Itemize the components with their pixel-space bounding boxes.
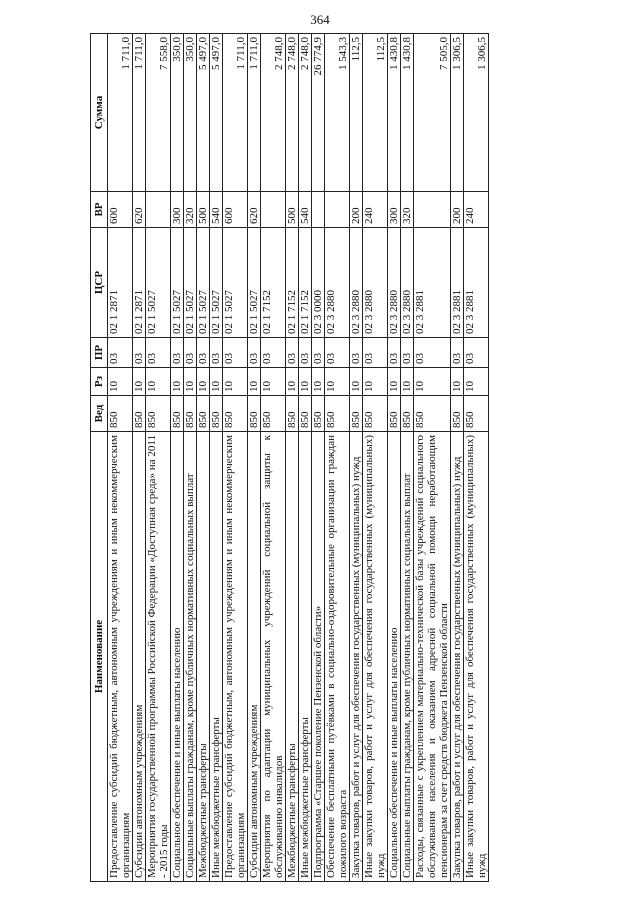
row-name-cell: Закупка товаров, работ и услуг для обеспечения государственных (муниципальных) нужд bbox=[350, 432, 363, 882]
row-sum-cell: 1 711,0 bbox=[133, 34, 146, 192]
row-name-cell: Предоставление субсидий бюджетным, автономным учреждениям и иным некоммерческим организациям bbox=[108, 432, 133, 882]
row-ved-cell: 850 bbox=[210, 396, 223, 432]
row-vr-cell: 320 bbox=[184, 192, 197, 228]
row-rz-cell: 10 bbox=[223, 368, 248, 396]
row-csr-cell: 02 3 2880 bbox=[363, 228, 388, 338]
table-row bbox=[286, 34, 299, 882]
row-csr-cell: 02 3 0000 bbox=[312, 228, 325, 338]
row-vr-cell: 540 bbox=[299, 192, 312, 228]
table-row bbox=[248, 34, 261, 882]
row-pr-cell: 03 bbox=[286, 338, 299, 368]
row-sum-cell: 1 306,5 bbox=[464, 34, 489, 192]
table-row bbox=[401, 34, 414, 882]
row-pr-cell: 03 bbox=[451, 338, 464, 368]
header-rz: Рз bbox=[91, 368, 108, 396]
row-rz-cell: 10 bbox=[171, 368, 184, 396]
row-csr-cell: 02 1 5027 bbox=[210, 228, 223, 338]
row-ved-cell: 850 bbox=[464, 396, 489, 432]
row-csr-cell: 02 1 5027 bbox=[248, 228, 261, 338]
row-name-cell: Субсидии автономным учреждениям bbox=[248, 432, 261, 882]
row-csr-cell: 02 3 2880 bbox=[388, 228, 401, 338]
table-row bbox=[184, 34, 197, 882]
row-rz-cell: 10 bbox=[464, 368, 489, 396]
row-vr-cell: 500 bbox=[197, 192, 210, 228]
budget-table bbox=[90, 33, 489, 882]
row-csr-cell: 02 3 2881 bbox=[451, 228, 464, 338]
row-name-cell: Расходы, связанные с укреплением материально-технической базы учреждений социального обслуживания населения и оказанием адресной социальной помощи неработающим пенсионерам за счет средств бюджета Пензенской области bbox=[414, 432, 451, 882]
row-name-cell: Социальное обеспечение и иные выплаты населению bbox=[171, 432, 184, 882]
header-csr: ЦСР bbox=[91, 228, 108, 338]
row-ved-cell: 850 bbox=[388, 396, 401, 432]
row-ved-cell: 850 bbox=[451, 396, 464, 432]
row-vr-cell bbox=[261, 192, 286, 228]
row-ved-cell: 850 bbox=[223, 396, 248, 432]
row-ved-cell: 850 bbox=[171, 396, 184, 432]
row-name-cell: Межбюджетные трансферты bbox=[197, 432, 210, 882]
table-row bbox=[299, 34, 312, 882]
table-row bbox=[325, 34, 350, 882]
row-vr-cell: 200 bbox=[451, 192, 464, 228]
table-body bbox=[108, 34, 489, 882]
row-csr-cell: 02 1 5027 bbox=[171, 228, 184, 338]
row-name-cell: Мероприятия государственной программы Российской Федерации «Доступная среда» на 2011 - 2015 годы bbox=[146, 432, 171, 882]
row-csr-cell: 02 1 7152 bbox=[261, 228, 286, 338]
row-sum-cell: 7 505,0 bbox=[414, 34, 451, 192]
row-rz-cell: 10 bbox=[350, 368, 363, 396]
row-name-cell: Социальные выплаты гражданам, кроме публичных нормативных социальных выплат bbox=[184, 432, 197, 882]
row-name-cell: Иные межбюджетные трансферты bbox=[210, 432, 223, 882]
row-rz-cell: 10 bbox=[210, 368, 223, 396]
row-pr-cell: 03 bbox=[401, 338, 414, 368]
row-name-cell: Мероприятия по адаптации муниципальных учреждений социальной защиты к обслуживанию инвалидов bbox=[261, 432, 286, 882]
row-csr-cell: 02 1 7152 bbox=[299, 228, 312, 338]
row-rz-cell: 10 bbox=[108, 368, 133, 396]
row-ved-cell: 850 bbox=[299, 396, 312, 432]
table-row bbox=[261, 34, 286, 882]
row-name-cell: Межбюджетные трансферты bbox=[286, 432, 299, 882]
header-sum: Сумма bbox=[91, 34, 108, 192]
table-row bbox=[133, 34, 146, 882]
row-ved-cell: 850 bbox=[261, 396, 286, 432]
row-name-cell: Обеспечение бесплатными путёвками в социально-оздоровительные организации граждан пожилого возраста bbox=[325, 432, 350, 882]
row-rz-cell: 10 bbox=[401, 368, 414, 396]
header-pr: ПР bbox=[91, 338, 108, 368]
row-pr-cell: 03 bbox=[171, 338, 184, 368]
row-rz-cell: 10 bbox=[325, 368, 350, 396]
header-name: Наименование bbox=[91, 432, 108, 882]
row-sum-cell: 1 430,8 bbox=[401, 34, 414, 192]
row-ved-cell: 850 bbox=[146, 396, 171, 432]
row-sum-cell: 2 748,0 bbox=[299, 34, 312, 192]
header-vr: ВР bbox=[91, 192, 108, 228]
table-row bbox=[312, 34, 325, 882]
row-ved-cell: 850 bbox=[286, 396, 299, 432]
row-rz-cell: 10 bbox=[248, 368, 261, 396]
row-vr-cell bbox=[312, 192, 325, 228]
table-header-row bbox=[91, 34, 108, 882]
row-pr-cell: 03 bbox=[197, 338, 210, 368]
row-name-cell: Иные межбюджетные трансферты bbox=[299, 432, 312, 882]
row-name-cell: Подпрограмма «Старшее поколение Пензенской области» bbox=[312, 432, 325, 882]
row-pr-cell: 03 bbox=[312, 338, 325, 368]
row-rz-cell: 10 bbox=[197, 368, 210, 396]
row-csr-cell: 02 1 5027 bbox=[184, 228, 197, 338]
row-rz-cell: 10 bbox=[184, 368, 197, 396]
row-vr-cell bbox=[414, 192, 451, 228]
row-ved-cell: 850 bbox=[325, 396, 350, 432]
row-sum-cell: 5 497,0 bbox=[197, 34, 210, 192]
table-row bbox=[171, 34, 184, 882]
row-ved-cell: 850 bbox=[108, 396, 133, 432]
row-vr-cell: 240 bbox=[363, 192, 388, 228]
row-sum-cell: 1 543,3 bbox=[325, 34, 350, 192]
row-pr-cell: 03 bbox=[350, 338, 363, 368]
budget-table-sheet bbox=[90, 34, 542, 882]
row-vr-cell bbox=[325, 192, 350, 228]
row-ved-cell: 850 bbox=[350, 396, 363, 432]
row-csr-cell: 02 1 5027 bbox=[197, 228, 210, 338]
row-csr-cell: 02 1 2871 bbox=[108, 228, 133, 338]
page-number: 364 bbox=[310, 12, 330, 27]
row-rz-cell: 10 bbox=[261, 368, 286, 396]
row-pr-cell: 03 bbox=[223, 338, 248, 368]
row-csr-cell: 02 1 5027 bbox=[223, 228, 248, 338]
row-vr-cell: 600 bbox=[223, 192, 248, 228]
row-vr-cell: 300 bbox=[388, 192, 401, 228]
row-pr-cell: 03 bbox=[184, 338, 197, 368]
table-row bbox=[350, 34, 363, 882]
table-row bbox=[414, 34, 451, 882]
row-sum-cell: 7 558,0 bbox=[146, 34, 171, 192]
row-pr-cell: 03 bbox=[464, 338, 489, 368]
row-ved-cell: 850 bbox=[401, 396, 414, 432]
row-sum-cell: 112,5 bbox=[363, 34, 388, 192]
row-sum-cell: 2 748,0 bbox=[261, 34, 286, 192]
row-sum-cell: 1 711,0 bbox=[108, 34, 133, 192]
table-row bbox=[363, 34, 388, 882]
row-csr-cell: 02 3 2880 bbox=[325, 228, 350, 338]
row-vr-cell: 200 bbox=[350, 192, 363, 228]
header-ved: Вед bbox=[91, 396, 108, 432]
table-row bbox=[210, 34, 223, 882]
row-pr-cell: 03 bbox=[363, 338, 388, 368]
row-vr-cell bbox=[146, 192, 171, 228]
row-sum-cell: 2 748,0 bbox=[286, 34, 299, 192]
row-sum-cell: 26 774,9 bbox=[312, 34, 325, 192]
table-row bbox=[464, 34, 489, 882]
table-row bbox=[108, 34, 133, 882]
table-row bbox=[451, 34, 464, 882]
row-name-cell: Предоставление субсидий бюджетным, автономным учреждениям и иным некоммерческим организациям bbox=[223, 432, 248, 882]
table-row bbox=[388, 34, 401, 882]
row-pr-cell: 03 bbox=[388, 338, 401, 368]
row-csr-cell: 02 1 7152 bbox=[286, 228, 299, 338]
table-row bbox=[146, 34, 171, 882]
row-ved-cell: 850 bbox=[312, 396, 325, 432]
row-sum-cell: 1 711,0 bbox=[223, 34, 248, 192]
row-sum-cell: 350,0 bbox=[184, 34, 197, 192]
row-name-cell: Иные закупки товаров, работ и услуг для обеспечения государственных (муниципальных) нужд bbox=[363, 432, 388, 882]
row-pr-cell: 03 bbox=[146, 338, 171, 368]
row-vr-cell: 620 bbox=[133, 192, 146, 228]
row-csr-cell: 02 3 2880 bbox=[350, 228, 363, 338]
row-rz-cell: 10 bbox=[363, 368, 388, 396]
row-sum-cell: 5 497,0 bbox=[210, 34, 223, 192]
row-rz-cell: 10 bbox=[312, 368, 325, 396]
row-pr-cell: 03 bbox=[261, 338, 286, 368]
row-ved-cell: 850 bbox=[197, 396, 210, 432]
row-rz-cell: 10 bbox=[388, 368, 401, 396]
row-ved-cell: 850 bbox=[184, 396, 197, 432]
row-vr-cell: 500 bbox=[286, 192, 299, 228]
row-name-cell: Социальные выплаты гражданам, кроме публичных нормативных социальных выплат bbox=[401, 432, 414, 882]
row-ved-cell: 850 bbox=[363, 396, 388, 432]
row-rz-cell: 10 bbox=[451, 368, 464, 396]
row-vr-cell: 540 bbox=[210, 192, 223, 228]
rotated-table-container bbox=[90, 34, 542, 882]
row-sum-cell: 1 711,0 bbox=[248, 34, 261, 192]
row-csr-cell: 02 3 2880 bbox=[401, 228, 414, 338]
row-sum-cell: 1 306,5 bbox=[451, 34, 464, 192]
row-pr-cell: 03 bbox=[414, 338, 451, 368]
row-csr-cell: 02 3 2881 bbox=[464, 228, 489, 338]
row-pr-cell: 03 bbox=[325, 338, 350, 368]
row-rz-cell: 10 bbox=[146, 368, 171, 396]
row-rz-cell: 10 bbox=[414, 368, 451, 396]
row-sum-cell: 1 430,8 bbox=[388, 34, 401, 192]
row-sum-cell: 350,0 bbox=[171, 34, 184, 192]
row-ved-cell: 850 bbox=[248, 396, 261, 432]
row-sum-cell: 112,5 bbox=[350, 34, 363, 192]
row-name-cell: Закупка товаров, работ и услуг для обеспечения государственных (муниципальных) нужд bbox=[451, 432, 464, 882]
row-csr-cell: 02 1 2871 bbox=[133, 228, 146, 338]
row-vr-cell: 620 bbox=[248, 192, 261, 228]
row-csr-cell: 02 3 2881 bbox=[414, 228, 451, 338]
row-pr-cell: 03 bbox=[299, 338, 312, 368]
row-ved-cell: 850 bbox=[414, 396, 451, 432]
table-row bbox=[197, 34, 210, 882]
row-pr-cell: 03 bbox=[248, 338, 261, 368]
row-vr-cell: 300 bbox=[171, 192, 184, 228]
row-ved-cell: 850 bbox=[133, 396, 146, 432]
row-pr-cell: 03 bbox=[108, 338, 133, 368]
row-vr-cell: 600 bbox=[108, 192, 133, 228]
row-name-cell: Социальное обеспечение и иные выплаты населению bbox=[388, 432, 401, 882]
row-vr-cell: 320 bbox=[401, 192, 414, 228]
row-vr-cell: 240 bbox=[464, 192, 489, 228]
row-rz-cell: 10 bbox=[299, 368, 312, 396]
row-pr-cell: 03 bbox=[210, 338, 223, 368]
table-row bbox=[223, 34, 248, 882]
row-rz-cell: 10 bbox=[133, 368, 146, 396]
row-csr-cell: 02 1 5027 bbox=[146, 228, 171, 338]
row-name-cell: Иные закупки товаров, работ и услуг для обеспечения государственных (муниципальных) нужд bbox=[464, 432, 489, 882]
row-rz-cell: 10 bbox=[286, 368, 299, 396]
row-name-cell: Субсидии автономным учреждениям bbox=[133, 432, 146, 882]
row-pr-cell: 03 bbox=[133, 338, 146, 368]
